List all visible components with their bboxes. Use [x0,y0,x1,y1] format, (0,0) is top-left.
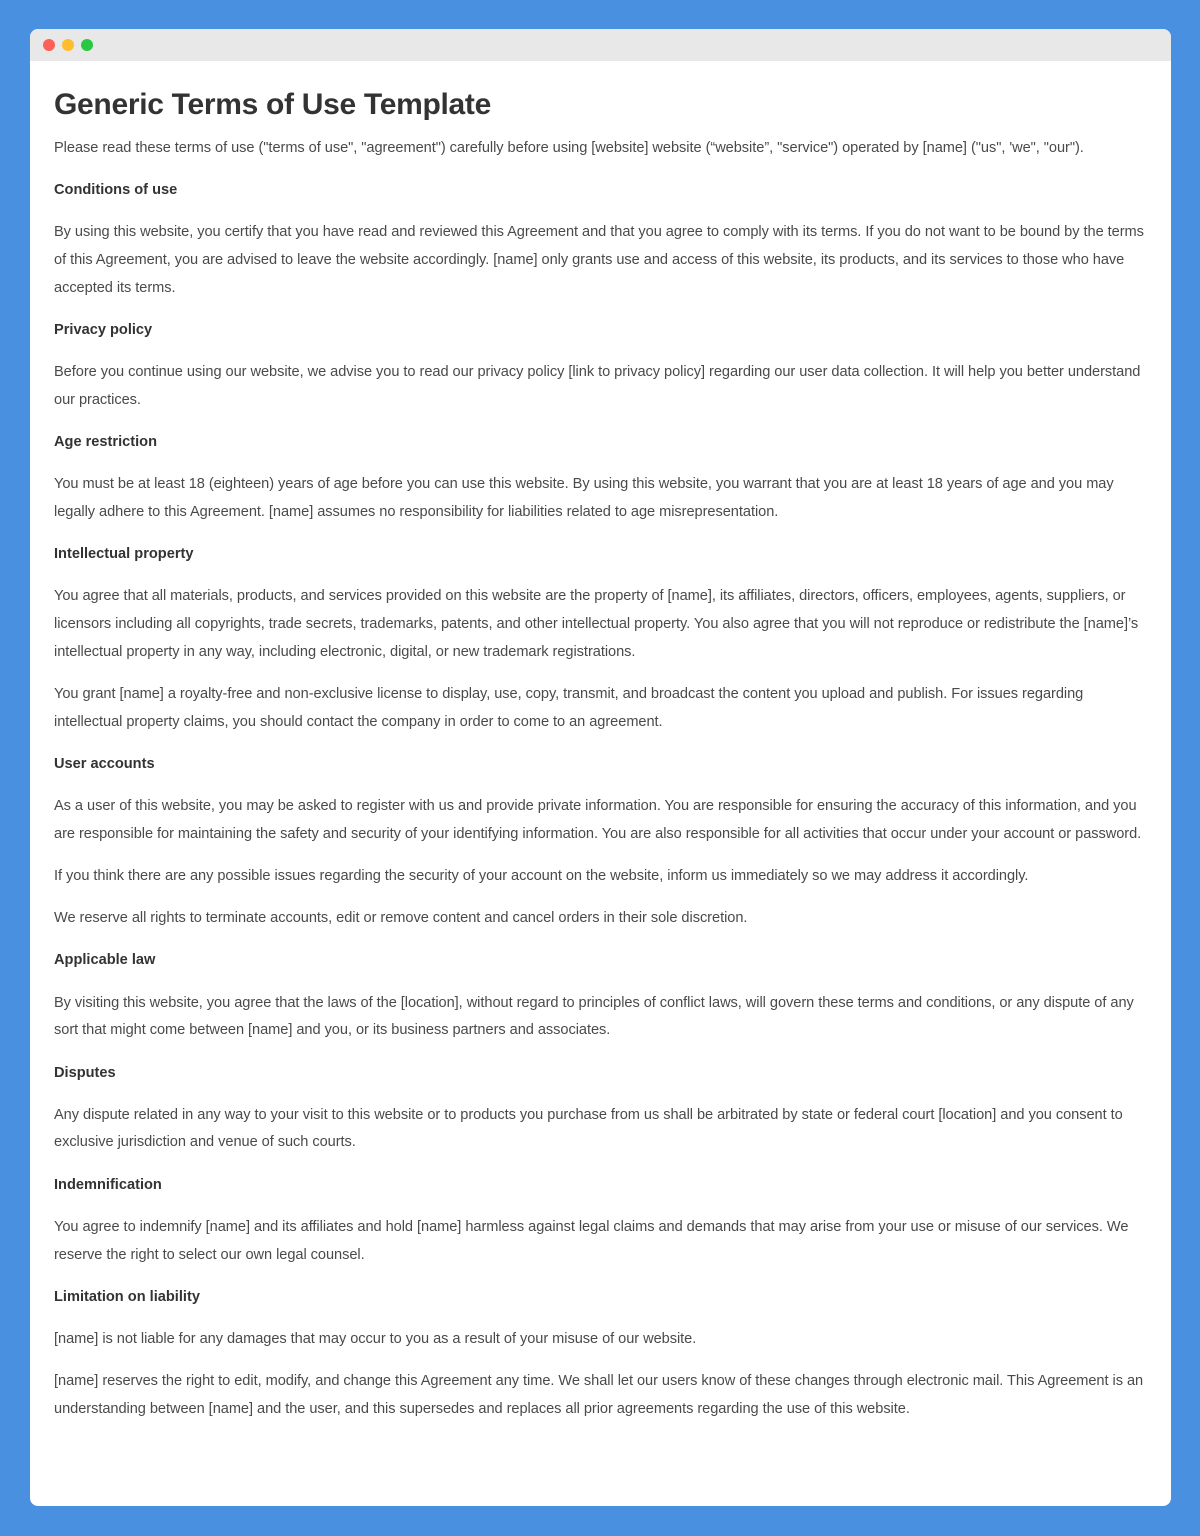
section-age-restriction [54,429,1147,527]
section-heading: User accounts [54,755,155,772]
section-disputes [54,1060,1147,1158]
section-conditions-of-use [54,177,1147,302]
section-paragraph: You agree to indemnify [name] and its affiliates and hold [name] harmless against legal claims and demands that may arise from your use or misuse of our services. We reserve the right to select our own legal counsel. [54,1218,1129,1263]
section-paragraph: If you think there are any possible issues regarding the security of your account on the website, inform us immediately so we may address it accordingly. [54,868,1029,885]
section-privacy-policy [54,317,1147,415]
browser-window [30,29,1171,1506]
section-heading: Indemnification [54,1176,162,1193]
section-paragraph: Any dispute related in any way to your visit to this website or to products you purchase from us shall be arbitrated by state or federal court [location] and you consent to exclusive jurisdiction and venue of such courts. [54,1106,1123,1151]
section-paragraph: Before you continue using our website, we advise you to read our privacy policy [link to privacy policy] regarding our user data collection. It will help you better understand our practices. [54,364,1141,408]
section-user-accounts [54,751,1147,933]
section-paragraph: You grant [name] a royalty-free and non-exclusive license to display, use, copy, transmit, and broadcast the content you upload and publish. For issues regarding intellectual property claims, you should contact the company in order to come to an agreement. [54,686,1084,730]
minimize-window-icon[interactable] [62,39,74,51]
section-limitation-on-liability [54,1284,1147,1424]
section-paragraph: By visiting this website, you agree that the laws of the [location], without regard to principles of conflict laws, will govern these terms and conditions, or any dispute of any sort that might come between [name] and you, or its business partners and associates. [54,994,1134,1039]
section-paragraph: You must be at least 18 (eighteen) years of age before you can use this website. By using this website, you warrant that you are at least 18 years of age and you may legally adhere to this Agreement. [name] assumes no responsibility for liabilities related to age misrepresentation. [54,476,1114,521]
section-heading: Privacy policy [54,322,153,339]
section-heading: Age restriction [54,434,157,451]
section-paragraph: [name] is not liable for any damages that may occur to you as a result of your misuse of our website. [54,1331,697,1347]
section-paragraph: [name] reserves the right to edit, modify, and change this Agreement any time. We shall let our users know of these changes through electronic mail. This Agreement is an understanding between [name] and the user, and this supersedes and replaces all prior agreements regarding the use of this website. [54,1373,1144,1417]
page-title: Generic Terms of Use Template [54,88,492,121]
intro-paragraph: Please read these terms of use ("terms of use", "agreement") carefully before using [website] website (“website”, "service") operated by [name] ("us", 'we", "our"). [54,140,1084,156]
section-heading: Limitation on liability [54,1288,200,1305]
section-intellectual-property [54,541,1147,736]
window-titlebar [30,29,1171,61]
section-heading: Disputes [54,1064,116,1081]
section-paragraph: As a user of this website, you may be asked to register with us and provide private information. You are responsible for ensuring the accuracy of this information, and you are responsible for maintaining the safety and security of your identifying information. You are also responsible for all activities that occur under your account or password. [54,798,1142,842]
section-heading: Applicable law [54,952,156,969]
document-content [30,61,1171,1424]
close-window-icon[interactable] [43,39,55,51]
maximize-window-icon[interactable] [81,39,93,51]
section-applicable-law [54,947,1147,1045]
section-paragraph: You agree that all materials, products, and services provided on this website are the property of [name], its affiliates, directors, officers, employees, agents, suppliers, or licensors including all copyrights, trade secrets, trademarks, patents, and other intellectual property. You also agree that you will not reproduce or redistribute the [name]’s intellectual property in any way, including electronic, digital, or new trademark registrations. [54,588,1139,660]
section-heading: Conditions of use [54,182,178,199]
section-heading: Intellectual property [54,546,194,563]
section-indemnification [54,1172,1147,1270]
section-paragraph: By using this website, you certify that you have read and reviewed this Agreement and that you agree to comply with its terms. If you do not want to be bound by the terms of this Agreement, you are advised to leave the website accordingly. [name] only grants use and access of this website, its products, and its services to those who have accepted its terms. [54,224,1144,296]
section-paragraph: We reserve all rights to terminate accounts, edit or remove content and cancel orders in their sole discretion. [54,910,748,927]
